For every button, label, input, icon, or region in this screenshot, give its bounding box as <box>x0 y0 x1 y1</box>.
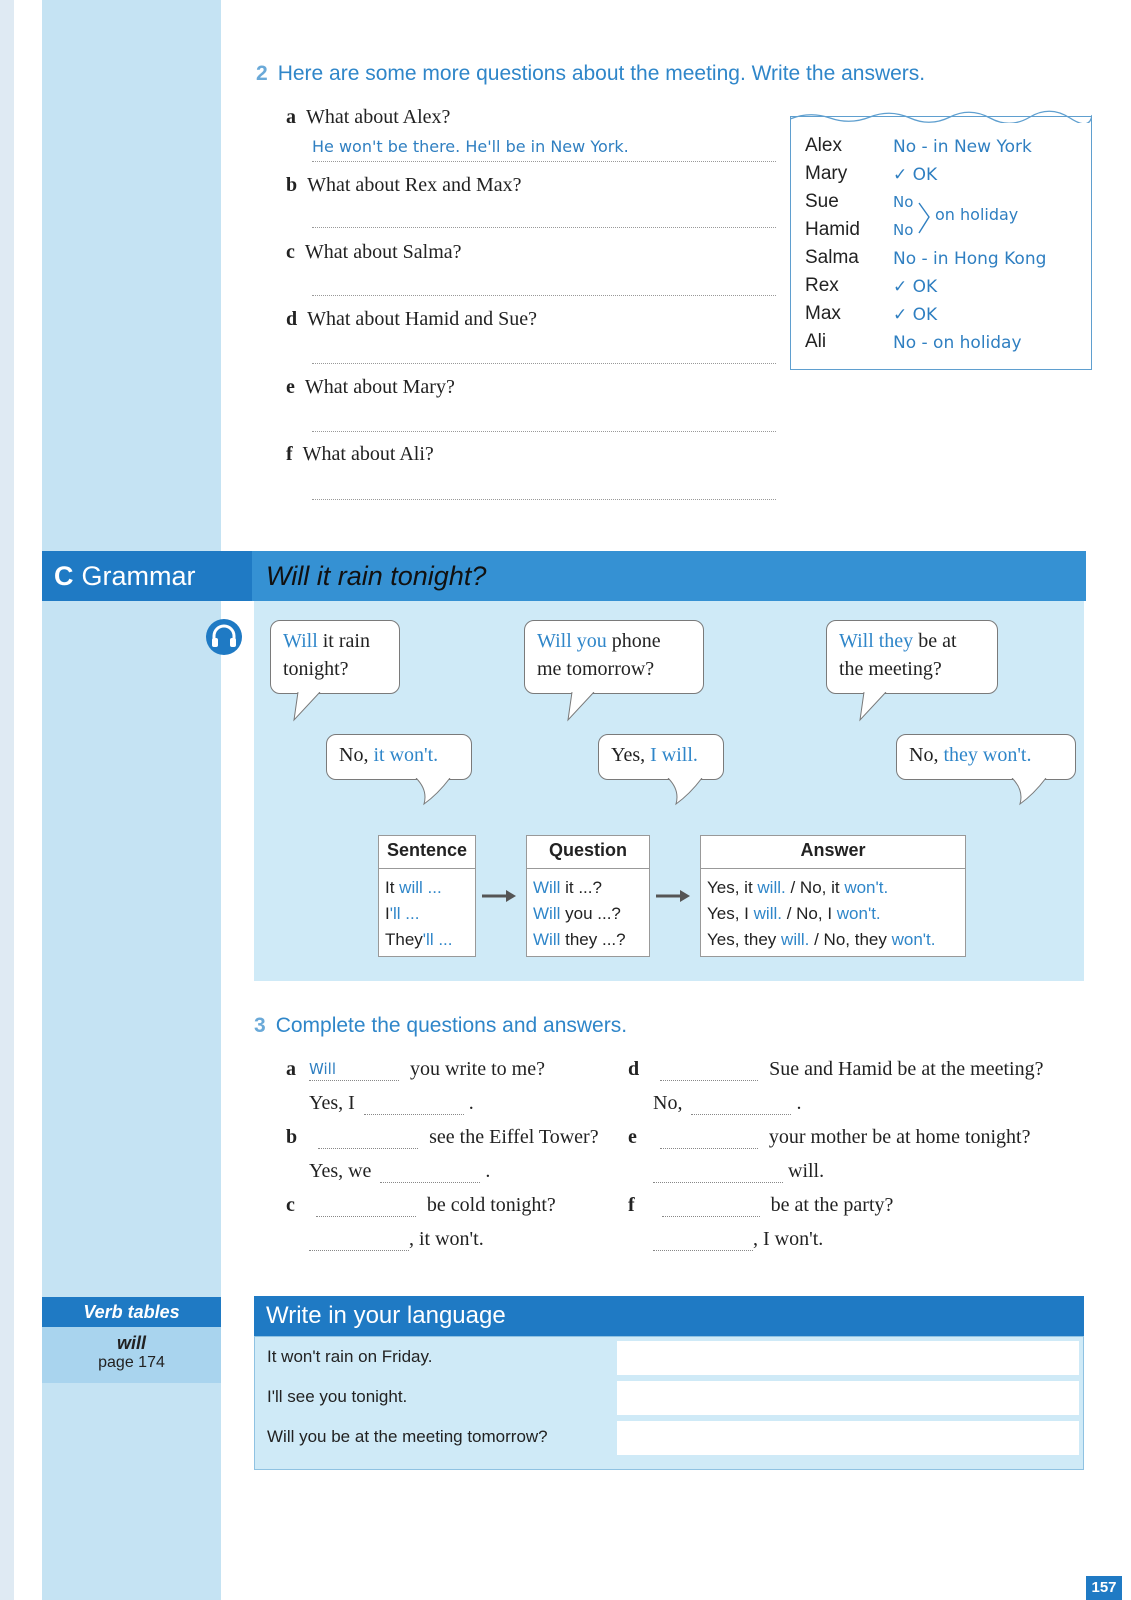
answer-line-d[interactable] <box>312 341 776 364</box>
name-alex: Alex <box>805 135 842 156</box>
bubble-text: it rain <box>317 630 370 652</box>
grammar-title-bar <box>252 551 1086 601</box>
question-text: What about Hamid and Sue? <box>307 308 538 330</box>
verb-tables-title: Verb tables <box>42 1297 221 1327</box>
write-row-3-field[interactable] <box>617 1421 1079 1455</box>
exercise-2-instruction: Here are some more questions about the meeting. Write the answers. <box>277 62 926 85</box>
verb-tables-page: page 174 <box>98 1354 165 1371</box>
item-text: see the Eiffel Tower? <box>429 1126 599 1148</box>
question-b <box>286 174 522 197</box>
question-c <box>286 241 462 264</box>
ex3-c-blank[interactable] <box>316 1196 416 1217</box>
note-salma: No - in Hong Kong <box>893 249 1047 269</box>
question-e <box>286 376 455 399</box>
cell-text: they ...? <box>560 930 626 949</box>
grammar-title: Will it rain tonight? <box>266 561 487 591</box>
question-letter: e <box>286 376 295 398</box>
ex3-a-answer-blank[interactable] <box>364 1094 464 1115</box>
question-letter: c <box>286 241 295 263</box>
ex3-item-c <box>286 1194 556 1217</box>
question-text: What about Rex and Max? <box>307 174 522 196</box>
bubble-highlight: they won't. <box>943 744 1032 766</box>
ex3-d-blank[interactable] <box>660 1060 758 1081</box>
item-text: Yes, we <box>309 1160 372 1182</box>
cell-text: you ...? <box>560 904 621 923</box>
bubble-text: tonight? <box>283 658 349 680</box>
question-letter: f <box>286 443 293 465</box>
item-text: you write to me? <box>410 1058 545 1080</box>
name-sue: Sue <box>805 191 839 212</box>
cell-text: Yes, it <box>707 878 758 897</box>
ex3-b-answer-blank[interactable] <box>380 1162 480 1183</box>
bubble-text: be at <box>913 630 957 652</box>
cell-text: Yes, I <box>707 904 754 923</box>
bubble-highlight: Will they <box>839 630 914 652</box>
question-header: Question <box>527 836 649 869</box>
bubble-tail <box>290 692 330 724</box>
cell-highlight: Will <box>533 904 561 923</box>
section-label <box>42 551 252 601</box>
bubble-highlight: Will you <box>537 630 607 652</box>
ex3-f-answer-blank[interactable] <box>653 1230 753 1251</box>
note-sue: No <box>893 193 914 211</box>
bubble-tail <box>564 692 604 724</box>
answer-rows <box>701 869 965 959</box>
ex3-item-e-answer <box>653 1160 824 1183</box>
item-text: Yes, I <box>309 1092 355 1114</box>
note-rex: ✓ OK <box>893 277 938 297</box>
exercise-3-title <box>254 1014 627 1038</box>
write-row-2-text: I'll see you tonight. <box>267 1387 408 1406</box>
cell-highlight: will. <box>753 904 782 923</box>
speech-bubble-question-1 <box>270 620 400 694</box>
answer-line-a[interactable]: He won't be there. He'll be in New York. <box>312 137 776 162</box>
write-row-1-text: It won't rain on Friday. <box>267 1347 433 1366</box>
cell-text: / No, they <box>809 930 892 949</box>
speech-bubble-answer-1 <box>326 734 472 780</box>
speech-bubble-question-2 <box>524 620 704 694</box>
item-letter: c <box>286 1194 295 1216</box>
bubble-tail <box>666 778 706 808</box>
verb-tables-word: will <box>116 1333 146 1353</box>
item-letter: e <box>628 1126 637 1148</box>
write-row-1-field[interactable] <box>617 1341 1079 1375</box>
ex3-item-f-answer <box>653 1228 823 1251</box>
cell-text: Yes, they <box>707 930 782 949</box>
write-row-2-field[interactable] <box>617 1381 1079 1415</box>
question-letter: b <box>286 174 298 196</box>
verb-tables-body <box>42 1327 221 1383</box>
cell-highlight: Will <box>533 878 561 897</box>
bubble-tail <box>856 692 896 724</box>
bubble-text: No, <box>339 744 374 766</box>
item-text: . <box>796 1092 802 1114</box>
cell-text: It <box>385 878 400 897</box>
item-letter: f <box>628 1194 635 1216</box>
ex3-e-blank[interactable] <box>660 1128 758 1149</box>
ex3-item-d-answer <box>653 1092 801 1115</box>
question-d <box>286 308 537 331</box>
name-ali: Ali <box>805 331 827 352</box>
bubble-tail <box>1010 778 1050 808</box>
answer-line-e[interactable] <box>312 409 776 432</box>
question-rows <box>527 869 649 959</box>
page-edge <box>0 0 14 1600</box>
exercise-3-instruction: Complete the questions and answers. <box>275 1014 628 1037</box>
item-text: your mother be at home tonight? <box>768 1126 1031 1148</box>
bracket-mark <box>917 199 933 239</box>
note-hamid: No <box>893 221 914 239</box>
question-letter: d <box>286 308 298 330</box>
sentence-rows <box>379 869 475 959</box>
cell-highlight: will ... <box>399 878 442 897</box>
item-text: . <box>468 1092 474 1114</box>
cell-text: / No, it <box>785 878 845 897</box>
note-alex: No - in New York <box>893 137 1032 157</box>
question-a <box>286 106 450 129</box>
name-max: Max <box>805 303 841 324</box>
question-letter: a <box>286 106 296 128</box>
ex3-item-a <box>286 1058 545 1081</box>
arrow-right-icon <box>480 886 520 906</box>
exercise-3-number: 3 <box>254 1014 266 1037</box>
note-mary: ✓ OK <box>893 165 938 185</box>
ex3-item-f <box>628 1194 893 1217</box>
bubble-highlight: Will <box>283 630 318 652</box>
ex3-item-a-answer <box>309 1092 474 1115</box>
ex3-item-b-answer <box>309 1160 490 1183</box>
cell-text: They <box>385 930 423 949</box>
name-rex: Rex <box>805 275 839 296</box>
cell-highlight: will. <box>757 878 786 897</box>
page-number: 157 <box>1086 1576 1122 1600</box>
ex3-f-blank[interactable] <box>662 1196 760 1217</box>
section-letter: C <box>54 561 74 591</box>
question-text: What about Mary? <box>304 376 455 398</box>
ex3-item-e <box>628 1126 1031 1149</box>
name-salma: Salma <box>805 247 859 268</box>
ex3-e-answer-blank[interactable] <box>653 1162 783 1183</box>
speech-bubble-question-3 <box>826 620 998 694</box>
question-text: What about Ali? <box>302 443 434 465</box>
cell-highlight: Will <box>533 930 561 949</box>
exercise-2-number: 2 <box>256 62 268 85</box>
answer-header: Answer <box>701 836 965 869</box>
question-text: What about Alex? <box>306 106 451 128</box>
ex3-c-answer-blank[interactable] <box>309 1230 409 1251</box>
cell-highlight: won't. <box>891 930 936 949</box>
item-text: be cold tonight? <box>426 1194 556 1216</box>
cell-highlight: won't. <box>836 904 881 923</box>
item-text: . <box>485 1160 491 1182</box>
verb-tables-reference[interactable] <box>42 1297 221 1383</box>
item-text: Sue and Hamid be at the meeting? <box>769 1058 1044 1080</box>
ex3-item-d <box>628 1058 1043 1081</box>
item-text: , I won't. <box>753 1228 824 1250</box>
answer-line-b[interactable] <box>312 205 776 228</box>
bubble-tail <box>414 778 454 808</box>
ex3-a-blank[interactable]: Will <box>309 1060 399 1081</box>
meeting-attendance-note <box>790 116 1092 370</box>
headphones-icon[interactable] <box>204 617 244 657</box>
exercise-2-title <box>256 62 925 86</box>
item-letter: b <box>286 1126 298 1148</box>
bubble-text: Yes, <box>611 744 651 766</box>
bubble-text: me tomorrow? <box>537 658 655 680</box>
question-text: What about Salma? <box>304 241 462 263</box>
write-in-language-title: Write in your language <box>266 1302 506 1329</box>
answer-table <box>700 835 966 957</box>
item-letter: a <box>286 1058 296 1080</box>
answer-line-f[interactable] <box>312 477 776 500</box>
ex3-item-c-answer <box>309 1228 484 1251</box>
item-text: No, <box>653 1092 683 1114</box>
note-max: ✓ OK <box>893 305 938 325</box>
bubble-highlight: it won't. <box>373 744 439 766</box>
cell-text: I <box>385 904 390 923</box>
arrow-right-icon <box>654 886 694 906</box>
name-mary: Mary <box>805 163 848 184</box>
ex3-d-answer-blank[interactable] <box>691 1094 791 1115</box>
item-text: , it won't. <box>409 1228 484 1250</box>
cell-highlight: 'll ... <box>389 904 420 923</box>
write-in-language-panel <box>254 1336 1084 1470</box>
item-letter: d <box>628 1058 640 1080</box>
ex3-b-blank[interactable] <box>318 1128 418 1149</box>
bubble-text: the meeting? <box>839 658 942 680</box>
question-f <box>286 443 434 466</box>
speech-bubble-answer-3 <box>896 734 1076 780</box>
cell-text: / No, I <box>781 904 837 923</box>
write-in-language-header <box>254 1296 1084 1336</box>
wavy-edge <box>790 109 1092 123</box>
answer-line-c[interactable] <box>312 273 776 296</box>
note-sue-hamid: on holiday <box>935 205 1019 224</box>
item-text: will. <box>788 1160 825 1182</box>
note-ali: No - on holiday <box>893 333 1022 353</box>
bubble-text: phone <box>606 630 661 652</box>
write-row-3-text: Will you be at the meeting tomorrow? <box>267 1427 548 1446</box>
sentence-header: Sentence <box>379 836 475 869</box>
cell-text: it ...? <box>560 878 602 897</box>
question-table <box>526 835 650 957</box>
cell-highlight: won't. <box>844 878 889 897</box>
cell-highlight: 'll ... <box>422 930 453 949</box>
cell-highlight: will. <box>781 930 810 949</box>
ex3-item-b <box>286 1126 599 1149</box>
section-name: Grammar <box>81 561 196 591</box>
speech-bubble-answer-2 <box>598 734 724 780</box>
name-hamid: Hamid <box>805 219 860 240</box>
bubble-highlight: I will. <box>650 744 698 766</box>
sentence-table <box>378 835 476 957</box>
bubble-text: No, <box>909 744 944 766</box>
item-text: be at the party? <box>770 1194 894 1216</box>
